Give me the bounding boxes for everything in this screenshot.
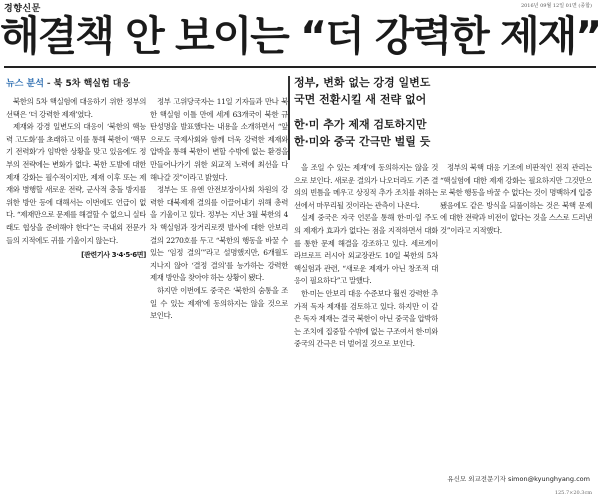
paragraph: 제재와 강경 일변도의 대응이 ‘북한의 핵능력 고도화’를 초래하고 이를 통해 북한이 ‘핵무기 전력화’가 임박한 상황을 맞고 있음에도 정부의 전략에는 변화가 없다. 북한 도발에 대한 제재 강화는 필수적이지만, 제재 이후 또는 제재와 병행할 새로운 전략, 군사적 충돌 방지를 위한 방안 등에 대해서는 이번에도 언급이 없다. “제재만으로 문제를 해결할 수 없으니 실타래도 협상을 준비해야 한다”는 국내외 전문가들의 지적에도 귀를 기울이지 않는다.	[6, 122, 146, 245]
subhead: 한·미 추가 제재 검토하지만	[294, 118, 427, 131]
dateline: 2016년 09월 12일 01면 (종합)	[520, 3, 592, 9]
paragraph: 을 조일 수 있는 제재’에 동의하지는 않을 것으로 보인다. 새로운 결의가 나오더라도 기존 결의의 빈틈을 메우고 상징적 추가 조치를 취하는 선에서 마무리될 것이라는 관측이 나온다.	[294, 163, 438, 210]
subhead: 정부, 변화 없는 강경 일변도	[294, 76, 431, 89]
masthead: 경향신문	[4, 4, 41, 14]
related-articles-label: [관련기사 3·4·5·6면]	[81, 251, 146, 260]
headline: 해결책 안 보이는 “더 강력한 제재”	[0, 12, 600, 60]
body-column-1	[6, 96, 146, 472]
kicker-label: 뉴스 분석	[6, 79, 44, 89]
subhead-gap	[294, 108, 540, 116]
byline: 유신모 외교전문기자 simon@kyunghyang.com	[447, 475, 590, 483]
kicker-separator: -	[46, 79, 51, 89]
paragraph: 실제 중국은 자국 언론을 통해 한·미·일 주도의 제재가 효과가 없다는 점을 지적하면서 대화를 통한 문제 해결을 강조하고 있다. 세르게이 라브로프 러시아 외교장관도 10일 북한의 5차 핵실험과 관련, “새로운 제재가 아닌 창조적 대응이 필요하다”고 말했다.	[294, 213, 438, 286]
subhead: 국면 전환시킬 새 전략 없어	[294, 93, 427, 106]
body-column-3	[294, 162, 438, 472]
body-column-2	[150, 96, 288, 472]
paragraph: 하지만 이번에도 중국은 ‘북한의 숨통을 조일 수 있는 제재’에 동의하지는 않을 것으로 보인다.	[150, 285, 288, 321]
kicker	[6, 76, 130, 89]
paragraph: 정부의 북핵 대응 기조에 비판적인 전직 관리는 “핵실험에 대한 제재 강화는 필요하지만 그것만으로 북한 행동을 바꿀 수 없다는 것이 명백하게 입증됐음에도 같은 방식을 되풀이하는 것은 북핵 문제에 대한 전략과 비전이 없다는 것을 스스로 드러낸 것”이라고 지적했다.	[440, 163, 592, 235]
top-rule	[4, 66, 596, 68]
subhead: 한·미와 중국 간극만 벌릴 듯	[294, 135, 431, 148]
paragraph: 정부는 또 유엔 안전보장이사회 차원의 강력한 대북제재 결의를 이끌어내기 위해 총력을 기울이고 있다. 정부는 지난 3월 북한의 4차 핵실험과 장거리로켓 발사에 대한 안보리 결의 2270호를 두고 “북한의 행동을 바꿀 수 있는 ‘임정 결의’”라고 설명했지만, 6개월도 지나지 않아 ‘결정 결의’를 능가하는 강력한 제재 방안을 찾아야 하는 상황이 됐다.	[150, 185, 288, 283]
size-note: 125.7×20.3cm	[554, 490, 592, 496]
paragraph: 정부 고위당국자는 11일 기자들과 만나 북한 핵실험 이틀 만에 세계 63개국이 북한 규탄성명을 발표했다는 내용을 소개하면서 “앞으로도 국제사회와 함께 더욱 강력한 제재와 압박을 통해 북한이 변할 수밖에 없는 환경을 만들어나가기 위한 외교적 노력에 최선을 다해나갈 것”이라고 밝혔다.	[150, 97, 288, 182]
subhead-bar	[288, 76, 290, 160]
paragraph: 한·미는 안보리 대응 수준보다 훨씬 강력한 추가적 독자 제재를 검토하고 있다. 하지만 이 같은 독자 제재는 결국 북한이 아닌 중국을 압박하는 조치에 집중할 수밖에 없는 구조여서 한·미와 중국의 간극은 더 벌어질 것으로 보인다.	[294, 288, 438, 349]
kicker-topic: 북 5차 핵실험 대응	[53, 79, 131, 89]
body-column-4	[440, 162, 592, 472]
paragraph: 북한의 5차 핵실험에 대응하기 위한 정부의 선택은 ‘더 강력한 제재’였다.	[6, 97, 146, 119]
subheads	[294, 74, 540, 150]
